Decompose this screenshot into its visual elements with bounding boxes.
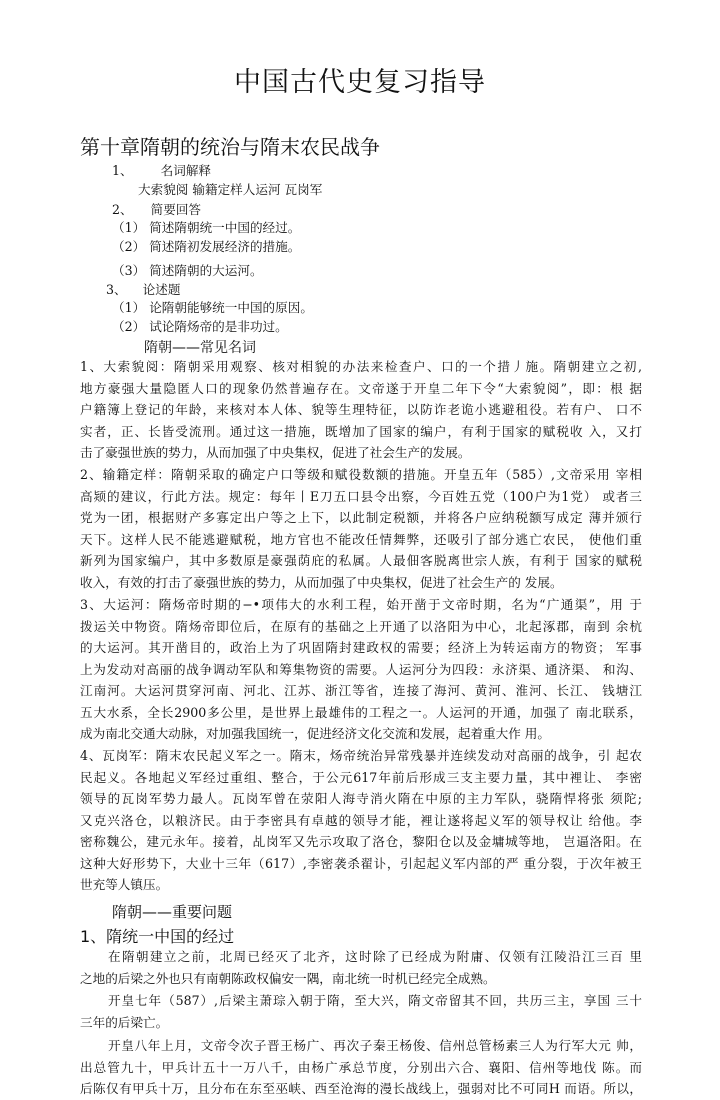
outline-item-3-label: 论述题 [142, 282, 181, 297]
paragraph-line: 密称魏公，建元永年。接着，乩岗军又先示攻取了洛仓，黎阳仓以及金墉城等地， 岂逼洛阳。在 [80, 834, 642, 849]
paragraph-line: 4、瓦岗军：隋末农民起义军之一。隋末，炀帝统治异常残暴并连续发动对高丽的战争，引 起农 [80, 748, 642, 763]
term-paragraph-1 [80, 356, 642, 464]
outline-question-2-3: （3） 简述隋朝的大运河。 [112, 263, 263, 278]
paragraph-line: 收入，有效的打击了豪强世族的势力，从而加强了中央集权，促进了社会生产的 发展。 [80, 574, 563, 590]
outline-item-1-terms: 大索貌阅 输籍定样人运河 瓦岗军 [138, 182, 323, 197]
paragraph-line: 2、输籍定样：隋朝采取的确定户口等级和赋役数额的措施。开皇五年（585）,文帝采用 宰相 [80, 467, 642, 482]
section-heading-issues: 隋朝——重要问题 [112, 903, 233, 921]
outline-question-3-1: （1） 论隋朝能够统一中国的原因。 [112, 300, 313, 315]
outline-item-2-label: 简要回答 [150, 202, 202, 217]
paragraph-line: 五大水系，全长2900多公里，是世界上最雄伟的工程之一。人运河的开通，加强了 南北联系， [80, 704, 642, 720]
paragraph-line: 成为南北交通大动脉，对加强我国统一，促进经济文化交流和发展，起着重大作 用。 [80, 726, 550, 741]
outline-question-2-1: （1） 简述隋朝统一中国的经过。 [112, 220, 301, 235]
paragraph-line: 高颎的建议，行此方法。规定：每年丨E刀五口县令出察，今百姓五党（100户为1党） 或者三 [80, 488, 642, 504]
paragraph-line: 三年的后梁亡。 [80, 1014, 169, 1030]
outline-item-2 [112, 200, 201, 220]
issue-paragraph-1 [80, 946, 642, 989]
outline-question-2-2: （2） 简述隋初发展经济的措施。 [112, 239, 301, 254]
paragraph-line: 拨运关中物资。隋炀帝即位后，在原有的基础之上开通了以洛阳为中心，北起涿郡，南到 余杭 [80, 618, 642, 634]
issue-heading-1: 1、隋统一中国的经过 [80, 927, 235, 946]
issue-paragraph-3 [80, 1035, 642, 1096]
paragraph-line: 又克兴洛仓，以粮济民。由于李密具有卓越的领导才能，裡让遂将起义军的领导权让 给他。李 [80, 812, 642, 828]
paragraph-line: 1、大索貌阅：隋朝采用观察、核对相貌的办法来检查户、口的一个措丿施。隋朝建立之初, [80, 359, 642, 374]
paragraph-line: 民起义。各地起义军经过重组、整合，于公元617年前后形成三支主要力量，其中裡让、 李密 [80, 769, 642, 785]
paragraph-line: 的大运河。其开凿目的，政治上为了巩固隋封建政权的需要；经济上为转运南方的物资； 军事 [80, 640, 642, 655]
outline-item-1-label: 名词解释 [160, 163, 212, 178]
term-paragraph-2 [80, 464, 642, 593]
paragraph-line: 开皇七年（587）,后梁主萧琮入朝于隋，至大兴，隋文帝留其不回，共历三主，享国 三十 [108, 993, 642, 1008]
paragraph-line: 江南河。大运河贯穿河南、河北、江苏、浙江等省，连接了海河、黄河、淮河、长江、 钱塘江 [80, 683, 642, 698]
paragraph-line: 之地的后梁之外也只有南朝陈政权偏安一隅，南北统一时机已经完全成熟。 [80, 970, 496, 986]
paragraph-line: 开皇八年上月，文帝令次子晋王杨广、再次子秦王杨俊、信州总管杨素三人为行军大元 帅， [108, 1038, 642, 1053]
paragraph-line: 出总管九十，甲兵计五十一万八千，由杨广承总节度，分别出六合、襄阳、信州等地伐 陈。而 [80, 1059, 642, 1075]
term-paragraph-4 [80, 745, 642, 896]
outline-item-1-number: 1、 [112, 163, 133, 178]
paragraph-line: 后陈仅有甲兵十万，且分布在东至巫峡、西至沧海的漫长战线上，强弱对比不可同H 而语。所以， [80, 1081, 642, 1096]
paragraph-line: 地方豪强大量隐匿人口的现象仍然普遍存在。文帝遂于开皇二年下令“大索貌阅”，即：根 据 [80, 380, 642, 396]
paragraph-line: 实者，正、长皆受流刑。通过这一措施，既增加了国家的编户，有利于国家的赋税收 入，又打 [80, 423, 642, 439]
outline-item-3-number: 3、 [106, 282, 127, 297]
paragraph-line: 上为发动对高丽的战争调动军队和筹集物资的需要。人运河分为四段：永济渠、通济渠、 和沟、 [80, 661, 642, 677]
outline-item-3 [106, 280, 180, 300]
outline-item-2-number: 2、 [112, 202, 133, 217]
paragraph-line: 户籍簿上登记的年龄，来核对本人体、貌等生理特征，以防诈老诡小逃避租役。若有户、 口不 [80, 402, 642, 417]
paragraph-line: 新列为国家编户，其中多数原是豪强荫庇的私属。人最佃客脱离世宗人族，有利于 国家的赋税 [80, 553, 642, 568]
term-paragraph-3 [80, 594, 642, 745]
chapter-heading: 第十章隋朝的统治与隋末农民战争 [80, 135, 380, 159]
document-title: 中国古代史复习指导 [234, 67, 486, 98]
issue-paragraph-2 [80, 990, 642, 1033]
paragraph-line: 天下。这样人民不能逃避赋税，地方官也不能改任情舞弊，还吸引了部分逃亡农民， 使他们重 [80, 531, 642, 547]
paragraph-line: 领导的瓦岗军势力最人。瓦岗军曾在荥阳人海寺消火隋在中原的主力军队，骁隋悍将张 须陀; [80, 791, 642, 806]
section-heading-terms: 隋朝——常见名词 [144, 340, 256, 356]
paragraph-line: 党为一团，根据财产多寡定出户等之上下，以此制定税额，并将各户应纳税额写成定 薄并颁行 [80, 510, 642, 525]
outline-question-3-2: （2） 试论隋炀帝的是非功过。 [112, 319, 288, 334]
paragraph-line: 世充等人镇压。 [80, 877, 169, 892]
paragraph-line: 在隋朝建立之前，北周已经灭了北齐，这时除了已经成为附庸、仅领有江陵沿江三百 里 [108, 949, 642, 964]
outline-item-1 [112, 161, 211, 181]
paragraph-line: 3、大运河：隋炀帝时期的−•项伟大的水利工程，始开凿于文帝时期，名为“广通渠”，用 于 [80, 597, 642, 612]
paragraph-line: 这种大好形势下，大业十三年（617）,李密袭杀翟讣，引起起义军内部的严 重分裂，于次年被王 [80, 855, 642, 871]
paragraph-line: 击了豪强世族的势力，从而加强了中央集权，促进了社会生产的发展。 [80, 445, 471, 460]
